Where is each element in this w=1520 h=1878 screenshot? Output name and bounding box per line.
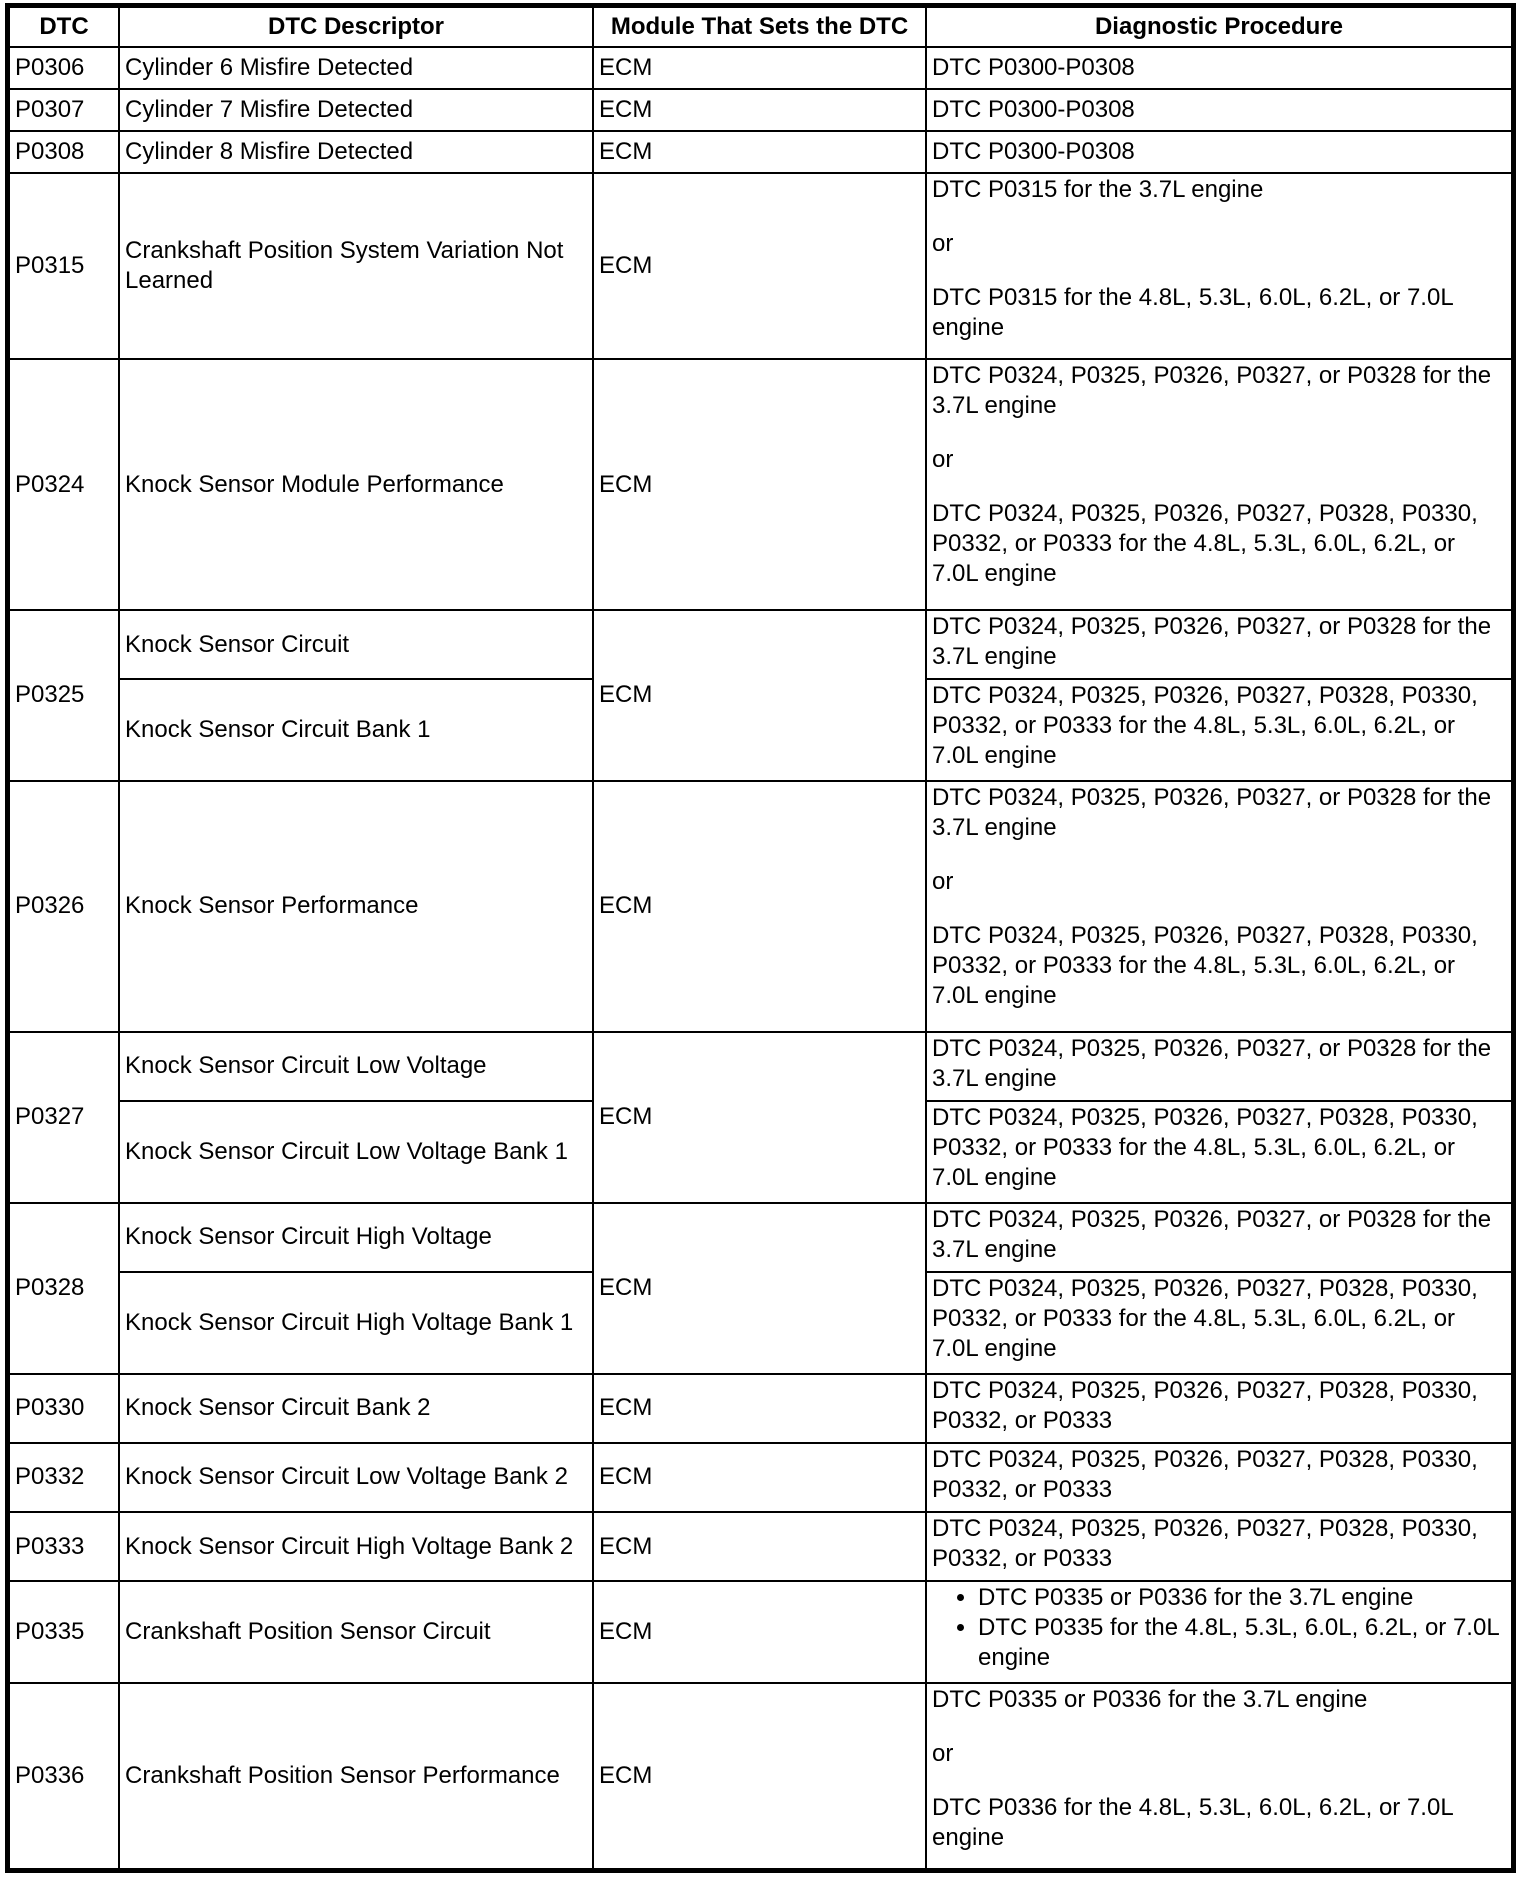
dtc-code: P0333 (9, 1512, 119, 1581)
dtc-code: P0307 (9, 89, 119, 131)
dtc-descriptor: Knock Sensor Circuit Bank 2 (119, 1374, 593, 1443)
table-row (9, 1032, 1512, 1101)
dtc-descriptor: Cylinder 7 Misfire Detected (119, 89, 593, 131)
dtc-code: P0336 (9, 1683, 119, 1869)
spacer (932, 259, 1506, 283)
procedure-or: or (932, 1739, 954, 1767)
module-name: ECM (593, 1512, 926, 1581)
table-row (9, 781, 1512, 1032)
spacer (932, 843, 1506, 867)
dtc-descriptor: Knock Sensor Circuit (119, 610, 593, 679)
table-row (9, 1683, 1512, 1869)
diagnostic-procedure: DTC P0324, P0325, P0326, P0327, or P0328 for the 3.7L engine (926, 610, 1512, 679)
diagnostic-procedure (926, 1581, 1512, 1683)
procedure-text: DTC P0324, P0325, P0326, P0327, P0328, P0330, P0332, or P0333 for the 4.8L, 5.3L, 6.0L, 6.2L, or 7.0L engine (932, 921, 1478, 1009)
spacer (932, 205, 1506, 229)
dtc-code: P0330 (9, 1374, 119, 1443)
header-procedure: Diagnostic Procedure (926, 7, 1512, 47)
table-row (9, 610, 1512, 679)
dtc-descriptor: Crankshaft Position System Variation Not Learned (119, 173, 593, 359)
dtc-code: P0325 (9, 610, 119, 781)
table-row (9, 1443, 1512, 1512)
table-header-row (9, 7, 1512, 47)
module-name: ECM (593, 1374, 926, 1443)
module-name: ECM (593, 47, 926, 89)
procedure-bullet: • DTC P0335 or P0336 for the 3.7L engine (978, 1583, 1506, 1613)
dtc-descriptor: Knock Sensor Circuit Low Voltage Bank 1 (119, 1101, 593, 1203)
dtc-descriptor: Knock Sensor Circuit High Voltage Bank 1 (119, 1272, 593, 1374)
dtc-descriptor: Cylinder 8 Misfire Detected (119, 131, 593, 173)
procedure-text: DTC P0324, P0325, P0326, P0327, P0328, P0330, P0332, or P0333 for the 4.8L, 5.3L, 6.0L, 6.2L, or 7.0L engine (932, 500, 1478, 588)
dtc-descriptor: Knock Sensor Module Performance (119, 359, 593, 610)
dtc-descriptor: Knock Sensor Circuit Bank 1 (119, 679, 593, 781)
spacer (932, 475, 1506, 499)
module-name: ECM (593, 359, 926, 610)
dtc-descriptor: Knock Sensor Circuit Low Voltage Bank 2 (119, 1443, 593, 1512)
dtc-descriptor: Crankshaft Position Sensor Performance (119, 1683, 593, 1869)
diagnostic-procedure: DTC P0324, P0325, P0326, P0327, P0328, P0330, P0332, or P0333 for the 4.8L, 5.3L, 6.0L, 6.2L, or 7.0L engine (926, 679, 1512, 781)
diagnostic-procedure: DTC P0324, P0325, P0326, P0327, P0328, P0330, P0332, or P0333 for the 4.8L, 5.3L, 6.0L, 6.2L, or 7.0L engine (926, 1101, 1512, 1203)
dtc-descriptor: Crankshaft Position Sensor Circuit (119, 1581, 593, 1683)
dtc-code: P0324 (9, 359, 119, 610)
spacer (932, 897, 1506, 921)
diagnostic-procedure (926, 173, 1512, 359)
spacer (932, 1715, 1506, 1739)
dtc-table (8, 6, 1513, 1870)
table-row (9, 1512, 1512, 1581)
table-row (9, 173, 1512, 359)
spacer (932, 421, 1506, 445)
dtc-code: P0326 (9, 781, 119, 1032)
header-descriptor: DTC Descriptor (119, 7, 593, 47)
dtc-code: P0308 (9, 131, 119, 173)
dtc-code: P0327 (9, 1032, 119, 1203)
module-name: ECM (593, 1203, 926, 1374)
procedure-text: DTC P0324, P0325, P0326, P0327, or P0328 for the 3.7L engine (932, 783, 1492, 841)
table-row (9, 131, 1512, 173)
dtc-code: P0332 (9, 1443, 119, 1512)
procedure-or: or (932, 230, 954, 257)
table-row (9, 1581, 1512, 1683)
module-name: ECM (593, 610, 926, 781)
dtc-code: P0306 (9, 47, 119, 89)
procedure-or: or (932, 446, 954, 474)
dtc-descriptor: Knock Sensor Circuit High Voltage Bank 2 (119, 1512, 593, 1581)
module-name: ECM (593, 1032, 926, 1203)
procedure-bullet-list (932, 1583, 1506, 1673)
procedure-text: DTC P0315 for the 4.8L, 5.3L, 6.0L, 6.2L, or 7.0L engine (932, 284, 1453, 341)
diagnostic-procedure (926, 781, 1512, 1032)
procedure-text: DTC P0315 for the 3.7L engine (932, 176, 1264, 203)
diagnostic-procedure: DTC P0324, P0325, P0326, P0327, P0328, P0330, P0332, or P0333 (926, 1443, 1512, 1512)
table-row (9, 89, 1512, 131)
spacer (932, 1769, 1506, 1793)
diagnostic-procedure: DTC P0324, P0325, P0326, P0327, P0328, P0330, P0332, or P0333 (926, 1374, 1512, 1443)
module-name: ECM (593, 89, 926, 131)
module-name: ECM (593, 1443, 926, 1512)
header-module: Module That Sets the DTC (593, 7, 926, 47)
table-row (9, 359, 1512, 610)
dtc-descriptor: Knock Sensor Circuit Low Voltage (119, 1032, 593, 1101)
procedure-bullet: • DTC P0335 for the 4.8L, 5.3L, 6.0L, 6.2L, or 7.0L engine (978, 1613, 1506, 1673)
table-row (9, 1203, 1512, 1272)
procedure-text: DTC P0336 for the 4.8L, 5.3L, 6.0L, 6.2L, or 7.0L engine (932, 1793, 1453, 1851)
diagnostic-procedure: DTC P0324, P0325, P0326, P0327, P0328, P0330, P0332, or P0333 for the 4.8L, 5.3L, 6.0L, 6.2L, or 7.0L engine (926, 1272, 1512, 1374)
table-row (9, 1374, 1512, 1443)
table-row (9, 47, 1512, 89)
diagnostic-procedure: DTC P0324, P0325, P0326, P0327, or P0328 for the 3.7L engine (926, 1032, 1512, 1101)
diagnostic-procedure: DTC P0300-P0308 (926, 89, 1512, 131)
dtc-code: P0315 (9, 173, 119, 359)
diagnostic-procedure (926, 359, 1512, 610)
diagnostic-procedure (926, 1683, 1512, 1869)
module-name: ECM (593, 1683, 926, 1869)
module-name: ECM (593, 1581, 926, 1683)
diagnostic-procedure: DTC P0324, P0325, P0326, P0327, or P0328 for the 3.7L engine (926, 1203, 1512, 1272)
diagnostic-procedure: DTC P0324, P0325, P0326, P0327, P0328, P0330, P0332, or P0333 (926, 1512, 1512, 1581)
diagnostic-procedure: DTC P0300-P0308 (926, 47, 1512, 89)
module-name: ECM (593, 131, 926, 173)
dtc-descriptor: Knock Sensor Circuit High Voltage (119, 1203, 593, 1272)
dtc-descriptor: Knock Sensor Performance (119, 781, 593, 1032)
dtc-code: P0335 (9, 1581, 119, 1683)
procedure-or: or (932, 867, 954, 895)
procedure-text: DTC P0324, P0325, P0326, P0327, or P0328 for the 3.7L engine (932, 362, 1492, 420)
module-name: ECM (593, 173, 926, 359)
procedure-text: DTC P0335 or P0336 for the 3.7L engine (932, 1685, 1368, 1713)
header-dtc: DTC (9, 7, 119, 47)
dtc-code: P0328 (9, 1203, 119, 1374)
diagnostic-procedure: DTC P0300-P0308 (926, 131, 1512, 173)
module-name: ECM (593, 781, 926, 1032)
dtc-descriptor: Cylinder 6 Misfire Detected (119, 47, 593, 89)
